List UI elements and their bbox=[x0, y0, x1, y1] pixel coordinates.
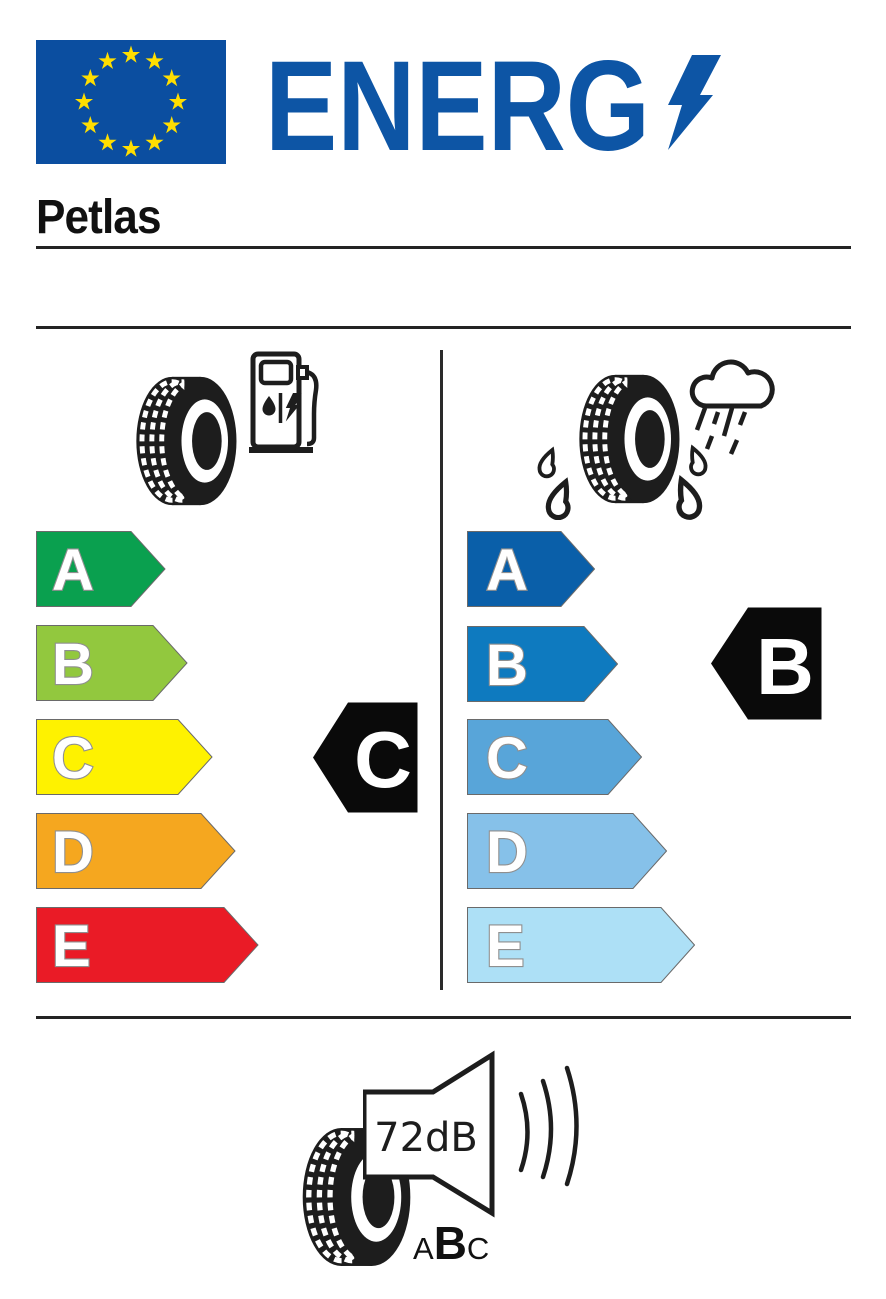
fuel-grade-letter: D bbox=[52, 820, 94, 885]
energ-logo-text: ENERG bbox=[265, 38, 650, 170]
fuel-rating-letter: C bbox=[354, 715, 412, 804]
noise-speaker-icon bbox=[363, 1050, 593, 1220]
fuel-grade-bar-b bbox=[36, 625, 188, 701]
divider-sections bbox=[36, 326, 851, 329]
tire-icon bbox=[132, 374, 238, 508]
wet-grip-rating-indicator bbox=[711, 607, 822, 720]
wet-grade-bar-d bbox=[467, 813, 667, 889]
wet-grade-letter: E bbox=[486, 914, 525, 979]
noise-value: 72dB bbox=[374, 1115, 478, 1161]
wet-grade-bar-b bbox=[467, 626, 618, 702]
fuel-grade-letter: E bbox=[52, 914, 91, 979]
wet-grade-letter: C bbox=[486, 726, 528, 791]
energy-logo bbox=[36, 38, 886, 170]
fuel-grade-bar-c bbox=[36, 719, 213, 795]
eu-flag-icon bbox=[36, 40, 226, 164]
wet-grade-letter: B bbox=[486, 633, 528, 698]
fuel-grade-letter: B bbox=[52, 632, 94, 697]
sound-wave-icon bbox=[521, 1068, 577, 1184]
divider-top bbox=[36, 246, 851, 249]
wet-grip-icon bbox=[535, 350, 785, 520]
noise-class-a: A bbox=[413, 1231, 434, 1266]
wet-grip-rating-letter: B bbox=[756, 622, 814, 711]
divider-columns bbox=[440, 350, 443, 990]
fuel-grade-bar-a bbox=[36, 531, 166, 607]
wet-grade-bar-a bbox=[467, 531, 595, 607]
wet-grade-letter: D bbox=[486, 820, 528, 885]
noise-class-scale bbox=[413, 1216, 489, 1270]
fuel-grade-letter: C bbox=[52, 726, 94, 791]
wet-grade-letter: A bbox=[486, 538, 528, 603]
fuel-grade-bar-d bbox=[36, 813, 236, 889]
fuel-grade-letter: A bbox=[52, 538, 94, 603]
fuel-rating-indicator bbox=[313, 702, 418, 813]
lightning-bolt-icon bbox=[668, 55, 721, 150]
divider-noise bbox=[36, 1016, 851, 1019]
rain-cloud-icon bbox=[692, 362, 772, 454]
wet-grade-bar-e bbox=[467, 907, 695, 983]
noise-class-c: C bbox=[466, 1231, 490, 1266]
tire-icon bbox=[579, 375, 679, 503]
noise-class-b-selected: B bbox=[433, 1217, 467, 1269]
fuel-grade-bar-e bbox=[36, 907, 259, 983]
brand-name: Petlas bbox=[36, 191, 161, 244]
wet-grade-bar-c bbox=[467, 719, 642, 795]
fuel-pump-icon bbox=[248, 351, 320, 453]
